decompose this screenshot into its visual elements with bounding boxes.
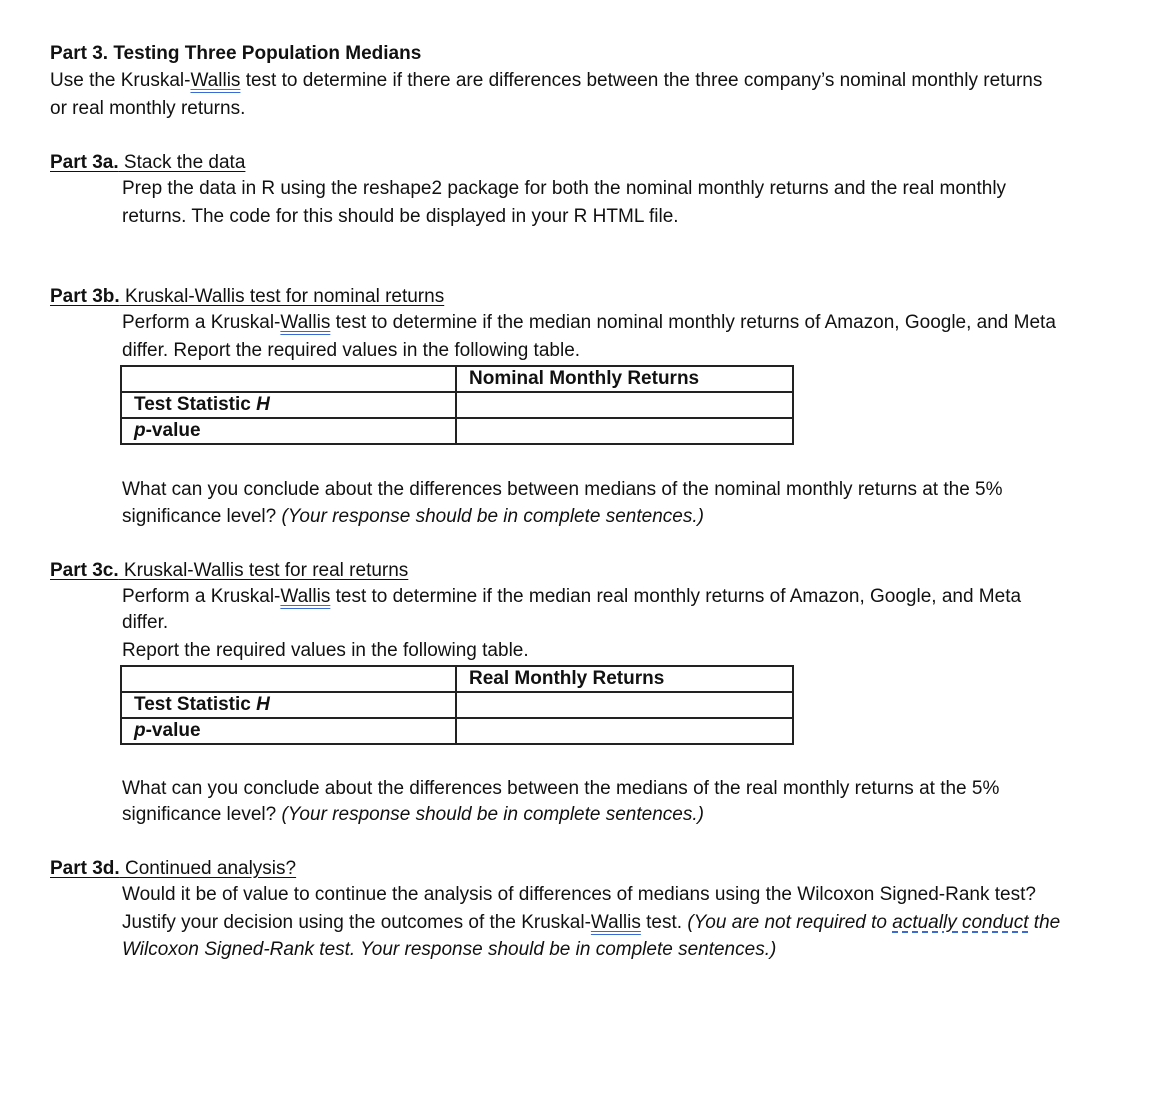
- spellcheck-word: Wallis: [590, 912, 641, 933]
- column-header: Nominal Monthly Returns: [456, 366, 793, 392]
- part3b-line1: Perform a Kruskal-Wallis test to determine if the median nominal monthly returns of Amazon, Google, and Meta: [122, 312, 1056, 333]
- part3-title: Part 3. Testing Three Population Medians: [50, 43, 422, 64]
- table-row: [121, 718, 793, 744]
- part3c-question-line1: What can you conclude about the differences between the medians of the real monthly returns at the 5%: [122, 778, 1000, 799]
- part3b-question-line2: significance level? (Your response should be in complete sentences.): [122, 506, 704, 527]
- spellcheck-word: Wallis: [190, 70, 241, 91]
- spellcheck-word: Wallis: [280, 586, 331, 607]
- part3c-question-line2: significance level? (Your response should be in complete sentences.): [122, 804, 704, 825]
- part3d-heading: Part 3d. Continued analysis?: [50, 858, 297, 879]
- test-statistic-value-cell[interactable]: [456, 692, 793, 718]
- part3-intro-line2: or real monthly returns.: [50, 98, 246, 119]
- part3a-line1: Prep the data in R using the reshape2 package for both the nominal monthly returns and the real monthly: [122, 178, 1007, 199]
- table-corner-cell: [121, 366, 456, 392]
- part3c-line1: Perform a Kruskal-Wallis test to determine if the median real monthly returns of Amazon, Google, and Meta: [122, 586, 1022, 607]
- row-label-test-statistic: Test Statistic H: [121, 692, 456, 718]
- part3b-line2: differ. Report the required values in the following table.: [122, 340, 581, 361]
- part3c-line2: differ.: [122, 612, 169, 633]
- nominal-results-table: [120, 365, 794, 445]
- test-statistic-value-cell[interactable]: [456, 392, 793, 418]
- column-header: Real Monthly Returns: [456, 666, 793, 692]
- table-header-row: [121, 366, 793, 392]
- real-results-table: [120, 665, 794, 745]
- part3d-line2: Justify your decision using the outcomes of the Kruskal-Wallis test. (You are not required to actually conduct the: [122, 912, 1061, 933]
- part3c-heading: Part 3c. Kruskal-Wallis test for real returns: [50, 560, 409, 581]
- grammar-flag-phrase: actually conduct: [892, 912, 1029, 933]
- part3d-line3: Wilcoxon Signed-Rank test. Your response should be in complete sentences.): [122, 939, 777, 960]
- row-label-p-value: p-value: [121, 718, 456, 744]
- part3-intro-line1: Use the Kruskal-Wallis test to determine if there are differences between the three company’s nominal monthly returns: [50, 70, 1043, 91]
- part3a-line2: returns. The code for this should be displayed in your R HTML file.: [122, 206, 679, 227]
- table-row: [121, 392, 793, 418]
- part3c-line3: Report the required values in the following table.: [122, 640, 529, 661]
- part3b-question-line1: What can you conclude about the differences between medians of the nominal monthly returns at the 5%: [122, 479, 1003, 500]
- p-value-cell[interactable]: [456, 418, 793, 444]
- table-row: [121, 418, 793, 444]
- row-label-p-value: p-value: [121, 418, 456, 444]
- part3d-line1: Would it be of value to continue the analysis of differences of medians using the Wilcoxon Signed-Rank test?: [122, 884, 1036, 905]
- p-value-cell[interactable]: [456, 718, 793, 744]
- table-row: [121, 692, 793, 718]
- table-header-row: [121, 666, 793, 692]
- table-corner-cell: [121, 666, 456, 692]
- part3b-heading: Part 3b. Kruskal-Wallis test for nominal returns: [50, 286, 445, 307]
- part3a-heading: Part 3a. Stack the data: [50, 152, 246, 173]
- spellcheck-word: Wallis: [280, 312, 331, 333]
- row-label-test-statistic: Test Statistic H: [121, 392, 456, 418]
